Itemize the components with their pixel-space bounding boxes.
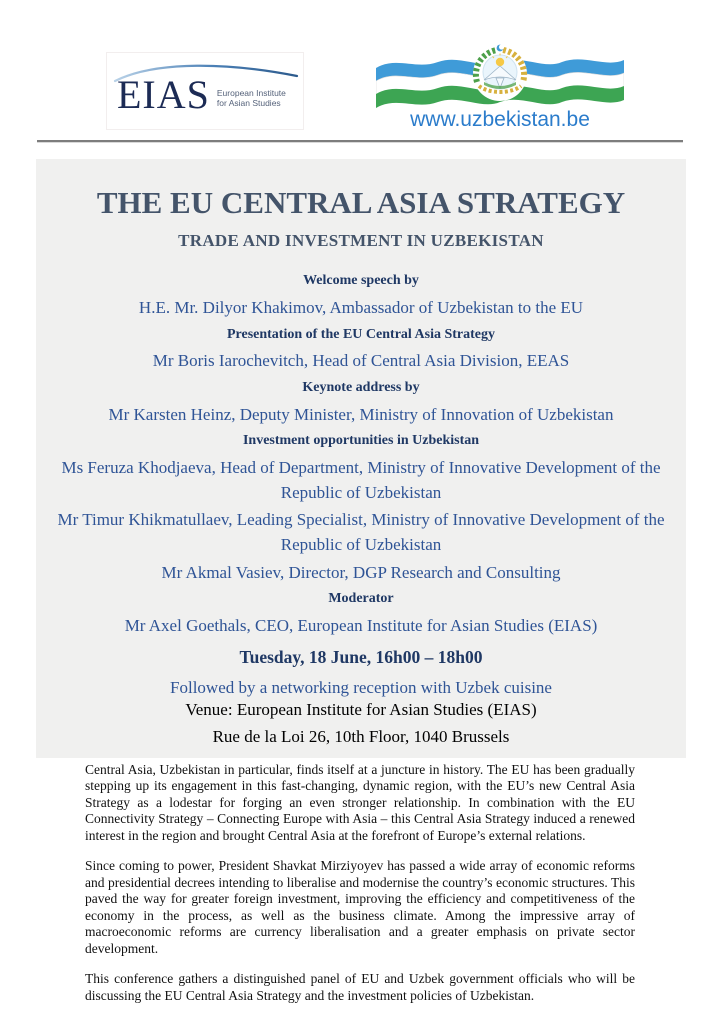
uzbekistan-logo <box>376 42 624 132</box>
event-datetime: Tuesday, 18 June, 16h00 – 18h00 <box>239 646 483 667</box>
program-section-label: Investment opportunities in Uzbekistan <box>242 433 480 449</box>
program-speaker: Mr Akmal Vasiev, Director, DGP Research and Consulting <box>161 562 561 582</box>
venue-line1: Venue: European Institute for Asian Studies (EIAS) <box>185 700 537 720</box>
venue-block <box>36 697 686 750</box>
eias-tagline <box>217 88 286 108</box>
program-section-label: Presentation of the EU Central Asia Strategy <box>226 326 496 342</box>
program-speaker: Mr Axel Goethals, CEO, European Institute for Asian Studies (EIAS) <box>124 616 598 636</box>
eias-logo <box>106 52 304 130</box>
program-section-label: Moderator <box>328 591 394 607</box>
eias-tagline-line2: for Asian Studies <box>216 97 281 108</box>
venue-line2: Rue de la Loi 26, 10th Floor, 1040 Brussels <box>212 726 510 746</box>
paragraph: Since coming to power, President Shavkat Mirziyoyev has passed a wide array of economic reforms and presidential decrees intending to liberalise and modernise the country’s economic structures. This paved the way for greater foreign investment, improving the efficiency and competitiveness of the economy in the process, as well as the business climate. Among the impressive array of macroeconomic reforms are currency liberalisation and a greater emphasis on private sector development. <box>85 858 635 956</box>
program-speaker: Mr Karsten Heinz, Deputy Minister, Ministry of Innovation of Uzbekistan <box>108 404 614 424</box>
program-section-label: Welcome speech by <box>303 273 419 289</box>
program-speaker: H.E. Mr. Dilyor Khakimov, Ambassador of Uzbekistan to the EU <box>138 297 584 317</box>
uzbekistan-emblem-icon <box>469 42 531 104</box>
program-speaker: Mr Boris Iarochevitch, Head of Central Asia Division, EEAS <box>152 351 570 371</box>
event-panel <box>36 159 686 758</box>
program-list <box>36 273 686 701</box>
program-section-label: Keynote address by <box>302 379 420 395</box>
program-speaker: Ms Feruza Khodjaeva, Head of Department, Ministry of Innovative Development of the Republic of Uzbekistan <box>61 458 661 502</box>
header-divider <box>37 140 683 142</box>
event-subtitle: TRADE AND INVESTMENT IN UZBEKISTAN <box>178 231 544 251</box>
event-title: THE EU CENTRAL ASIA STRATEGY <box>96 185 626 220</box>
body-text <box>85 762 635 1018</box>
eias-acronym: EIAS <box>117 72 210 117</box>
program-speaker: Mr Timur Khikmatullaev, Leading Specialist, Ministry of Innovative Development of the Republic of Uzbekistan <box>57 510 665 555</box>
eias-tagline-line1: European Institute <box>216 87 286 98</box>
paragraph: This conference gathers a distinguished panel of EU and Uzbek government officials who will be discussing the EU Central Asia Strategy and the investment policies of Uzbekistan. <box>85 971 635 1003</box>
uzbekistan-website-text: www.uzbekistan.be <box>410 108 590 131</box>
reception-note: Followed by a networking reception with Uzbek cuisine <box>170 678 552 698</box>
paragraph: Central Asia, Uzbekistan in particular, finds itself at a juncture in history. The EU has been gradually stepping up its engagement in this fast-changing, dynamic region, with the EU’s new Central Asia Strategy as a lodestar for forging an even stronger relationship. In combination with the EU Connectivity Strategy – Connecting Europe with Asia – this Central Asia Strategy induced a renewed interest in the region and brought Central Asia at the forefront of Europe’s external relations. <box>85 762 635 843</box>
